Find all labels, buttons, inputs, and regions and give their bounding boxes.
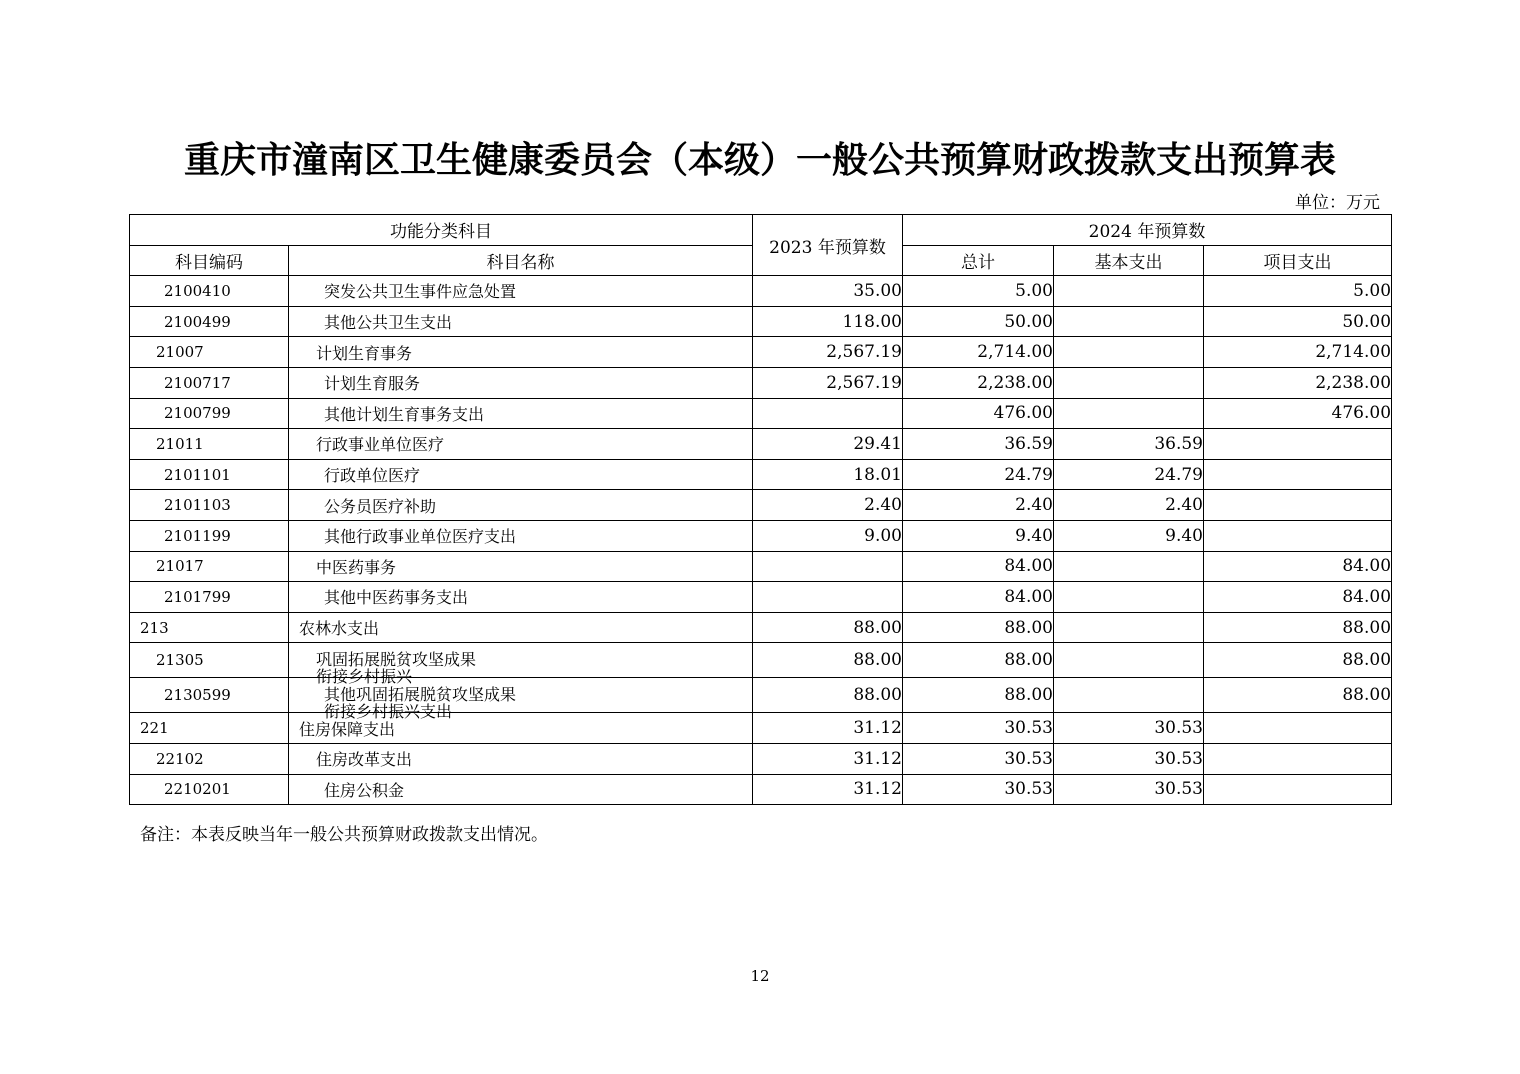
cell-total: 30.53 [903,774,1054,805]
table-row [130,713,1392,744]
cell-total: 88.00 [903,678,1054,713]
cell-basic: 2.40 [1054,490,1204,521]
table-row [130,306,1392,337]
cell-code: 21007 [130,337,289,368]
cell-project [1204,459,1392,490]
cell-code: 2100799 [130,398,289,429]
cell-basic: 36.59 [1054,429,1204,460]
cell-basic [1054,367,1204,398]
cell-total: 88.00 [903,612,1054,643]
cell-basic [1054,306,1204,337]
cell-budget-2023: 31.12 [753,774,903,805]
header-row-1 [130,215,1392,246]
table-row [130,337,1392,368]
cell-name [289,643,753,687]
cell-project [1204,490,1392,521]
cell-code: 2210201 [130,774,289,805]
cell-total: 36.59 [903,429,1054,460]
table-row [130,398,1392,429]
cell-total: 476.00 [903,398,1054,429]
cell-name: 农林水支出 [289,612,753,643]
table-row [130,774,1392,805]
cell-project [1204,429,1392,460]
table-row [130,551,1392,582]
budget-table [129,214,1392,805]
unit-label: 单位：万元 [1295,193,1380,213]
cell-total: 2,714.00 [903,337,1054,368]
table-row [130,490,1392,521]
cell-budget-2023: 88.00 [753,643,903,678]
cell-basic [1054,643,1204,678]
cell-name: 计划生育服务 [289,367,753,398]
cell-basic [1054,612,1204,643]
cell-total: 2.40 [903,490,1054,521]
cell-basic [1054,398,1204,429]
table-row [130,643,1392,678]
cell-budget-2023 [753,551,903,582]
cell-name [289,678,753,722]
cell-basic [1054,337,1204,368]
cell-code: 2101103 [130,490,289,521]
cell-name: 行政事业单位医疗 [289,429,753,460]
table-row [130,678,1392,713]
cell-code: 2100499 [130,306,289,337]
cell-project: 84.00 [1204,582,1392,613]
cell-name: 行政单位医疗 [289,459,753,490]
cell-budget-2023: 2.40 [753,490,903,521]
cell-basic [1054,678,1204,713]
cell-project: 88.00 [1204,612,1392,643]
cell-total: 30.53 [903,713,1054,744]
cell-total: 30.53 [903,743,1054,774]
cell-name: 住房改革支出 [289,743,753,774]
cell-total: 9.40 [903,520,1054,551]
cell-name: 其他中医药事务支出 [289,582,753,613]
cell-budget-2023: 31.12 [753,713,903,744]
cell-budget-2023 [753,582,903,613]
cell-budget-2023: 35.00 [753,276,903,307]
cell-basic [1054,551,1204,582]
cell-basic [1054,582,1204,613]
cell-total: 84.00 [903,582,1054,613]
cell-project: 50.00 [1204,306,1392,337]
cell-basic: 30.53 [1054,743,1204,774]
cell-basic [1054,276,1204,307]
cell-code: 2101101 [130,459,289,490]
cell-total: 5.00 [903,276,1054,307]
cell-code: 2101799 [130,582,289,613]
document-title: 重庆市潼南区卫生健康委员会（本级）一般公共预算财政拨款支出预算表 [183,140,1336,181]
cell-project: 88.00 [1204,678,1392,713]
header-func-class: 功能分类科目 [130,215,753,246]
cell-name: 计划生育事务 [289,337,753,368]
cell-budget-2023: 88.00 [753,678,903,713]
cell-total: 84.00 [903,551,1054,582]
cell-project: 2,714.00 [1204,337,1392,368]
cell-name: 其他计划生育事务支出 [289,398,753,429]
cell-code: 21305 [130,643,289,678]
cell-basic: 9.40 [1054,520,1204,551]
table-row [130,367,1392,398]
cell-code: 2130599 [130,678,289,713]
cell-name: 其他公共卫生支出 [289,306,753,337]
cell-budget-2023: 88.00 [753,612,903,643]
cell-name: 住房保障支出 [289,713,753,744]
cell-total: 2,238.00 [903,367,1054,398]
cell-project: 476.00 [1204,398,1392,429]
cell-code: 2100717 [130,367,289,398]
cell-total: 50.00 [903,306,1054,337]
cell-basic: 30.53 [1054,713,1204,744]
cell-basic: 24.79 [1054,459,1204,490]
table-row [130,520,1392,551]
cell-code: 2101199 [130,520,289,551]
cell-code: 22102 [130,743,289,774]
cell-budget-2023: 18.01 [753,459,903,490]
cell-project: 5.00 [1204,276,1392,307]
header-project: 项目支出 [1204,245,1392,276]
table-row [130,429,1392,460]
cell-budget-2023: 31.12 [753,743,903,774]
table-row [130,276,1392,307]
cell-budget-2023: 2,567.19 [753,367,903,398]
cell-budget-2023: 2,567.19 [753,337,903,368]
page-number: 12 [750,967,770,985]
table-body [130,276,1392,805]
header-basic: 基本支出 [1054,245,1204,276]
cell-budget-2023 [753,398,903,429]
table-row [130,582,1392,613]
cell-project [1204,713,1392,744]
cell-budget-2023: 29.41 [753,429,903,460]
cell-name: 公务员医疗补助 [289,490,753,521]
cell-code: 2100410 [130,276,289,307]
cell-total: 88.00 [903,643,1054,678]
cell-name-text: 巩固拓展脱贫攻坚成果 衔接乡村振兴 [316,650,477,687]
cell-project [1204,774,1392,805]
cell-project [1204,743,1392,774]
cell-total: 24.79 [903,459,1054,490]
cell-project: 84.00 [1204,551,1392,582]
cell-name: 住房公积金 [289,774,753,805]
cell-code: 221 [130,713,289,744]
table-row [130,459,1392,490]
table-note: 备注：本表反映当年一般公共预算财政拨款支出情况。 [140,825,548,845]
cell-basic: 30.53 [1054,774,1204,805]
cell-name: 中医药事务 [289,551,753,582]
cell-project: 2,238.00 [1204,367,1392,398]
cell-code: 21011 [130,429,289,460]
header-total: 总计 [903,245,1054,276]
cell-code: 213 [130,612,289,643]
header-name: 科目名称 [289,245,753,276]
header-budget-2023: 2023 年预算数 [753,215,903,276]
header-budget-2024: 2024 年预算数 [903,215,1392,246]
header-code: 科目编码 [130,245,289,276]
cell-name: 其他行政事业单位医疗支出 [289,520,753,551]
cell-budget-2023: 118.00 [753,306,903,337]
cell-name: 突发公共卫生事件应急处置 [289,276,753,307]
cell-name-text: 其他巩固拓展脱贫攻坚成果 衔接乡村振兴支出 [324,685,517,722]
cell-project [1204,520,1392,551]
table-row [130,612,1392,643]
table-row [130,743,1392,774]
cell-project: 88.00 [1204,643,1392,678]
cell-code: 21017 [130,551,289,582]
cell-budget-2023: 9.00 [753,520,903,551]
